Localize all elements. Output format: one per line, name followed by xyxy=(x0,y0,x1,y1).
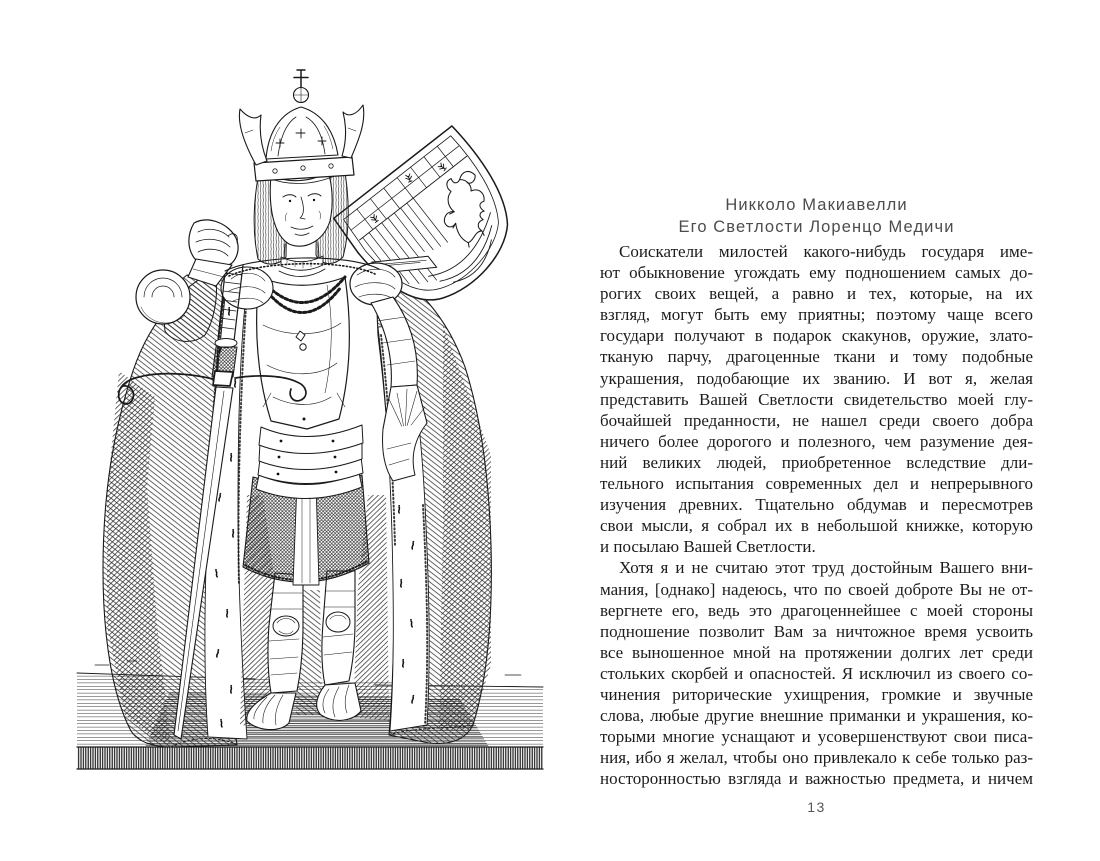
text-line: Соискатели милостей какого-нибудь государя име- xyxy=(619,242,1033,261)
text-line: все выношенное мной на протяжении долгих лет среди xyxy=(600,642,1033,662)
text-line: государи получают в подарок скакунов, оружие, злато- xyxy=(600,326,1033,346)
text-column xyxy=(600,195,1033,789)
text-line: тельного испытания современных дел и непрерывного xyxy=(600,474,1033,494)
text-line: ничего более дорогого и полезного, чем разумение дея- xyxy=(600,431,1033,451)
text-line: мания, [однако] надеюсь, что по своей доброте Вы не от- xyxy=(600,579,1033,599)
paragraph-1 xyxy=(600,241,1033,557)
text-line: взгляд, могут быть ему приятны; поэтому чаще всего xyxy=(600,305,1033,325)
text-line: носторонностью взгляда и важностью предмета, и ничем xyxy=(600,769,1033,789)
text-line: Хотя я и не считаю этот труд достойным Вашего вни- xyxy=(619,558,1033,578)
torso-armor xyxy=(243,277,369,585)
emperor-engraving xyxy=(75,25,545,790)
text-line: рогих своих вещей, а равно и тех, которые, на их xyxy=(600,284,1033,304)
text-line: бочайшей преданности, не нашел среди своего добра xyxy=(600,410,1033,430)
text-line: и посылаю Вашей Светлости. xyxy=(600,537,816,557)
text-line: украшения, подобающие их званию. И вот я, желая xyxy=(600,368,1033,388)
text-line: представить Вашей Светлости свидетельство моей глу- xyxy=(600,389,1033,409)
text-line: подношение позволит Вам за ничтожное время усвоить xyxy=(600,621,1033,641)
text-line: торыми многие уснащают и усовершенствуют свои писа- xyxy=(600,727,1033,747)
text-line: свои мысли, я собрал их в небольшой книжке, которую xyxy=(600,516,1033,536)
text-line: ют обыкновение угождать ему подношением самых до- xyxy=(600,263,1033,283)
text-line: изучения древних. Тщательно обдумав и пересмотрев xyxy=(600,495,1033,515)
text-line: стольких скорбей и опасностей. Я исключил из своего со- xyxy=(600,663,1033,683)
text-line: ния, ибо я желал, чтобы оно привлекало к себе только раз- xyxy=(600,748,1033,768)
page-number: 13 xyxy=(807,799,826,815)
paragraph-2 xyxy=(600,557,1033,789)
emperor-head xyxy=(239,70,363,270)
text-line: тканую парчу, драгоценные ткани и тому подобные xyxy=(600,347,1033,367)
text-line: чинения риторические ухищрения, громкие и звучные xyxy=(600,684,1033,704)
dedication-author: Никколо Макиавелли xyxy=(725,196,908,214)
text-line: вергнете его, ведь это драгоценнейшее с моей стороны xyxy=(600,600,1033,620)
text-line: слова, любые другие внешние приманки и украшения, ко- xyxy=(600,706,1033,726)
engraving-plate xyxy=(75,25,545,790)
dedication-addressee: Его Светлости Лоренцо Медичи xyxy=(678,217,955,236)
text-line: ний великих людей, приобретенное вследствие дли- xyxy=(600,452,1033,472)
